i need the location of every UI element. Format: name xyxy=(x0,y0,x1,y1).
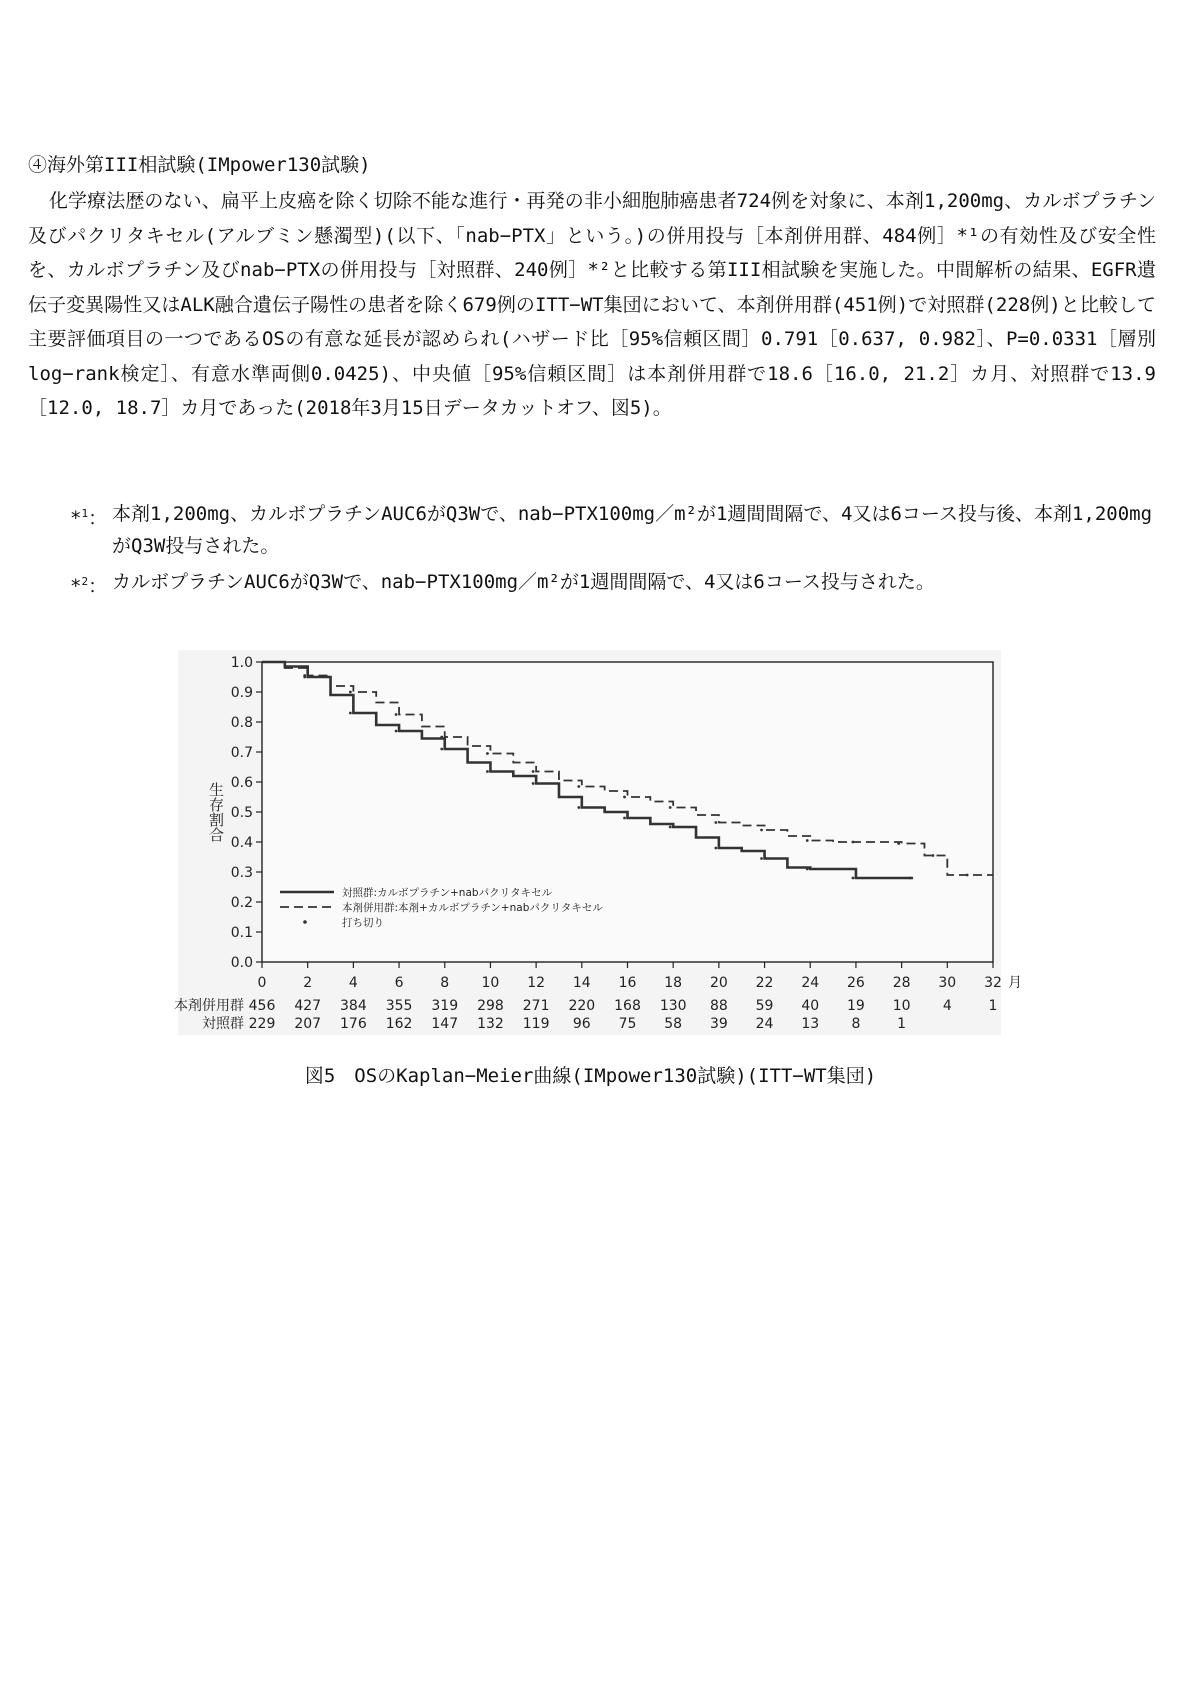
x-tick-label: 10 xyxy=(481,975,500,991)
censor-mark xyxy=(714,847,717,850)
x-tick-label: 0 xyxy=(257,975,267,991)
censor-mark xyxy=(577,785,580,788)
risk-table-value: 147 xyxy=(431,1016,459,1032)
y-tick-label: 0.4 xyxy=(230,835,253,851)
x-tick-label: 14 xyxy=(572,975,591,991)
censor-mark xyxy=(623,796,626,799)
footnote-mark: * xyxy=(70,507,82,530)
risk-table-value: 58 xyxy=(664,1016,683,1032)
risk-table-value: 13 xyxy=(801,1016,820,1032)
footnote-1 xyxy=(70,498,1156,562)
x-tick-label: 18 xyxy=(664,975,683,991)
y-tick-label: 0.6 xyxy=(230,775,253,791)
y-tick-label: 0.1 xyxy=(230,925,253,941)
censor-mark xyxy=(714,821,717,824)
y-tick-label: 0.9 xyxy=(230,685,253,701)
risk-table-value: 162 xyxy=(385,1016,413,1032)
x-tick-label: 8 xyxy=(440,975,450,991)
risk-table-value: 298 xyxy=(477,998,504,1014)
risk-table-value: 319 xyxy=(431,998,459,1014)
risk-table-value: 130 xyxy=(659,998,687,1014)
risk-table-value: 24 xyxy=(755,1016,774,1032)
legend-label: 対照群:カルボプラチン+nabパクリタキセル xyxy=(342,887,553,899)
risk-table-value: 10 xyxy=(892,998,911,1014)
risk-table-value: 176 xyxy=(340,1016,367,1032)
x-unit-label: 月 xyxy=(1008,975,1022,991)
risk-table-value: 75 xyxy=(618,1016,637,1032)
x-tick-label: 26 xyxy=(847,975,865,991)
body-paragraph xyxy=(28,184,1156,426)
risk-table-value: 1 xyxy=(897,1016,907,1032)
risk-table-value: 1 xyxy=(988,998,998,1014)
y-tick-label: 0.8 xyxy=(230,715,253,731)
censor-mark xyxy=(931,854,934,857)
x-tick-label: 32 xyxy=(984,975,1002,991)
risk-table-value: 220 xyxy=(568,998,596,1014)
censor-mark xyxy=(760,857,763,860)
censor-mark xyxy=(623,817,626,820)
censor-mark xyxy=(806,868,809,871)
risk-table-value: 207 xyxy=(294,1016,322,1032)
risk-table-value: 119 xyxy=(522,1016,550,1032)
censor-mark xyxy=(349,691,352,694)
censor-mark xyxy=(966,874,969,877)
censor-mark xyxy=(303,674,306,677)
footnote-separator: ： xyxy=(88,575,108,598)
censor-mark xyxy=(577,806,580,809)
section-heading: ④海外第III相試験(IMpower130試験) xyxy=(28,154,371,176)
y-tick-label: 0.0 xyxy=(230,955,253,971)
x-tick-label: 4 xyxy=(348,975,358,991)
risk-table-value: 456 xyxy=(248,998,276,1014)
risk-table-value: 168 xyxy=(614,998,641,1014)
risk-table-value: 19 xyxy=(847,998,865,1014)
x-tick-label: 24 xyxy=(801,975,820,991)
censor-mark xyxy=(532,770,535,773)
footnote-2 xyxy=(70,566,1156,598)
risk-table-value: 59 xyxy=(755,998,774,1014)
risk-table-value: 40 xyxy=(801,998,820,1014)
censor-mark xyxy=(852,841,855,844)
censor-mark xyxy=(486,752,489,755)
risk-table-value: 96 xyxy=(572,1016,591,1032)
risk-table-value: 4 xyxy=(942,998,952,1014)
legend-marker xyxy=(303,920,307,924)
x-tick-label: 30 xyxy=(938,975,957,991)
risk-table-value: 229 xyxy=(248,1016,276,1032)
y-tick-label: 0.7 xyxy=(230,745,253,761)
x-tick-label: 20 xyxy=(709,975,728,991)
censor-mark xyxy=(395,730,398,733)
risk-table-value: 88 xyxy=(709,998,728,1014)
x-tick-label: 6 xyxy=(394,975,404,991)
footnotes xyxy=(70,498,1156,602)
censor-mark xyxy=(440,748,443,751)
footnote-separator: ： xyxy=(88,507,108,530)
y-tick-label: 0.5 xyxy=(230,805,253,821)
risk-table-row-label: 本剤併用群 xyxy=(174,998,244,1014)
risk-table-row-label: 対照群 xyxy=(202,1016,244,1032)
risk-table-value: 132 xyxy=(477,1016,504,1032)
y-tick-label: 0.3 xyxy=(230,865,253,881)
censor-mark xyxy=(669,806,672,809)
footnote-text: 本剤1,200mg、カルボプラチンAUC6がQ3Wで、nab−PTX100mg／m²が1週間間隔で、4又は6コース投与後、本剤1,200mgがQ3W投与された。 xyxy=(112,503,1153,557)
censor-mark xyxy=(909,877,912,880)
censor-mark xyxy=(760,829,763,832)
footnote-number: 1 xyxy=(81,507,89,520)
censor-mark xyxy=(349,712,352,715)
risk-table-value: 384 xyxy=(340,998,367,1014)
censor-mark xyxy=(395,713,398,716)
legend-label: 本剤併用群:本剤+カルボプラチン+nabパクリタキセル xyxy=(342,902,603,914)
risk-table-value: 8 xyxy=(851,1016,861,1032)
paragraph-text: 化学療法歴のない、扁平上皮癌を除く切除不能な進行・再発の非小細胞肺癌患者724例を対象に、本剤1,200mg、カルボプラチン及びパクリタキセル(アルブミン懸濁型)(以下、「nab−PTX」という。)の併用投与［本剤併用群、484例］*¹の有効性及び安全性を、カルボプラチン及びnab−PTXの併用投与［対照群、240例］*²と比較する第III相試験を実施した。中間解析の結果、EGFR遺伝子変異陽性又はALK融合遺伝子陽性の患者を除く679例のITT−WT集団において、本剤併用群(451例)で対照群(228例)と比較して主要評価項目の一つであるOSの有意な延長が認められ(ハザード比［95%信頼区間］0.791［0.637, 0.982］、P=0.0331［層別log−rank検定］、有意水準両側0.0425)、中央値［95%信頼区間］は本剤併用群で18.6［16.0, 21.2］カ月、対照群で13.9［12.0, 18.7］カ月であった(2018年3月15日データカットオフ、図5)。 xyxy=(28,190,1156,419)
km-chart xyxy=(174,650,1022,1035)
censor-mark xyxy=(440,736,443,739)
figure-caption: 図5 OSのKaplan−Meier曲線(IMpower130試験)(ITT−WT集団) xyxy=(304,1065,877,1087)
censor-mark xyxy=(669,826,672,829)
censor-mark xyxy=(806,839,809,842)
censor-mark xyxy=(486,770,489,773)
censor-mark xyxy=(897,842,900,845)
risk-table-value: 39 xyxy=(709,1016,728,1032)
footnote-mark: * xyxy=(70,575,82,598)
legend-label: 打ち切り xyxy=(342,917,384,929)
footnote-text: カルボプラチンAUC6がQ3Wで、nab−PTX100mg／m²が1週間間隔で、4又は6コース投与された。 xyxy=(112,571,935,593)
y-tick-label: 1.0 xyxy=(230,655,253,671)
x-tick-label: 16 xyxy=(618,975,637,991)
footnote-number: 2 xyxy=(81,575,89,588)
risk-table-value: 355 xyxy=(385,998,413,1014)
y-tick-label: 0.2 xyxy=(230,895,253,911)
censor-mark xyxy=(852,877,855,880)
x-tick-label: 12 xyxy=(527,975,546,991)
risk-table-value: 271 xyxy=(522,998,550,1014)
km-chart-svg xyxy=(174,650,1022,1035)
x-tick-label: 2 xyxy=(303,975,313,991)
x-tick-label: 28 xyxy=(892,975,911,991)
y-axis-label: 生存割合 xyxy=(207,782,225,842)
risk-table-value: 427 xyxy=(294,998,322,1014)
x-tick-label: 22 xyxy=(755,975,774,991)
censor-mark xyxy=(532,782,535,785)
